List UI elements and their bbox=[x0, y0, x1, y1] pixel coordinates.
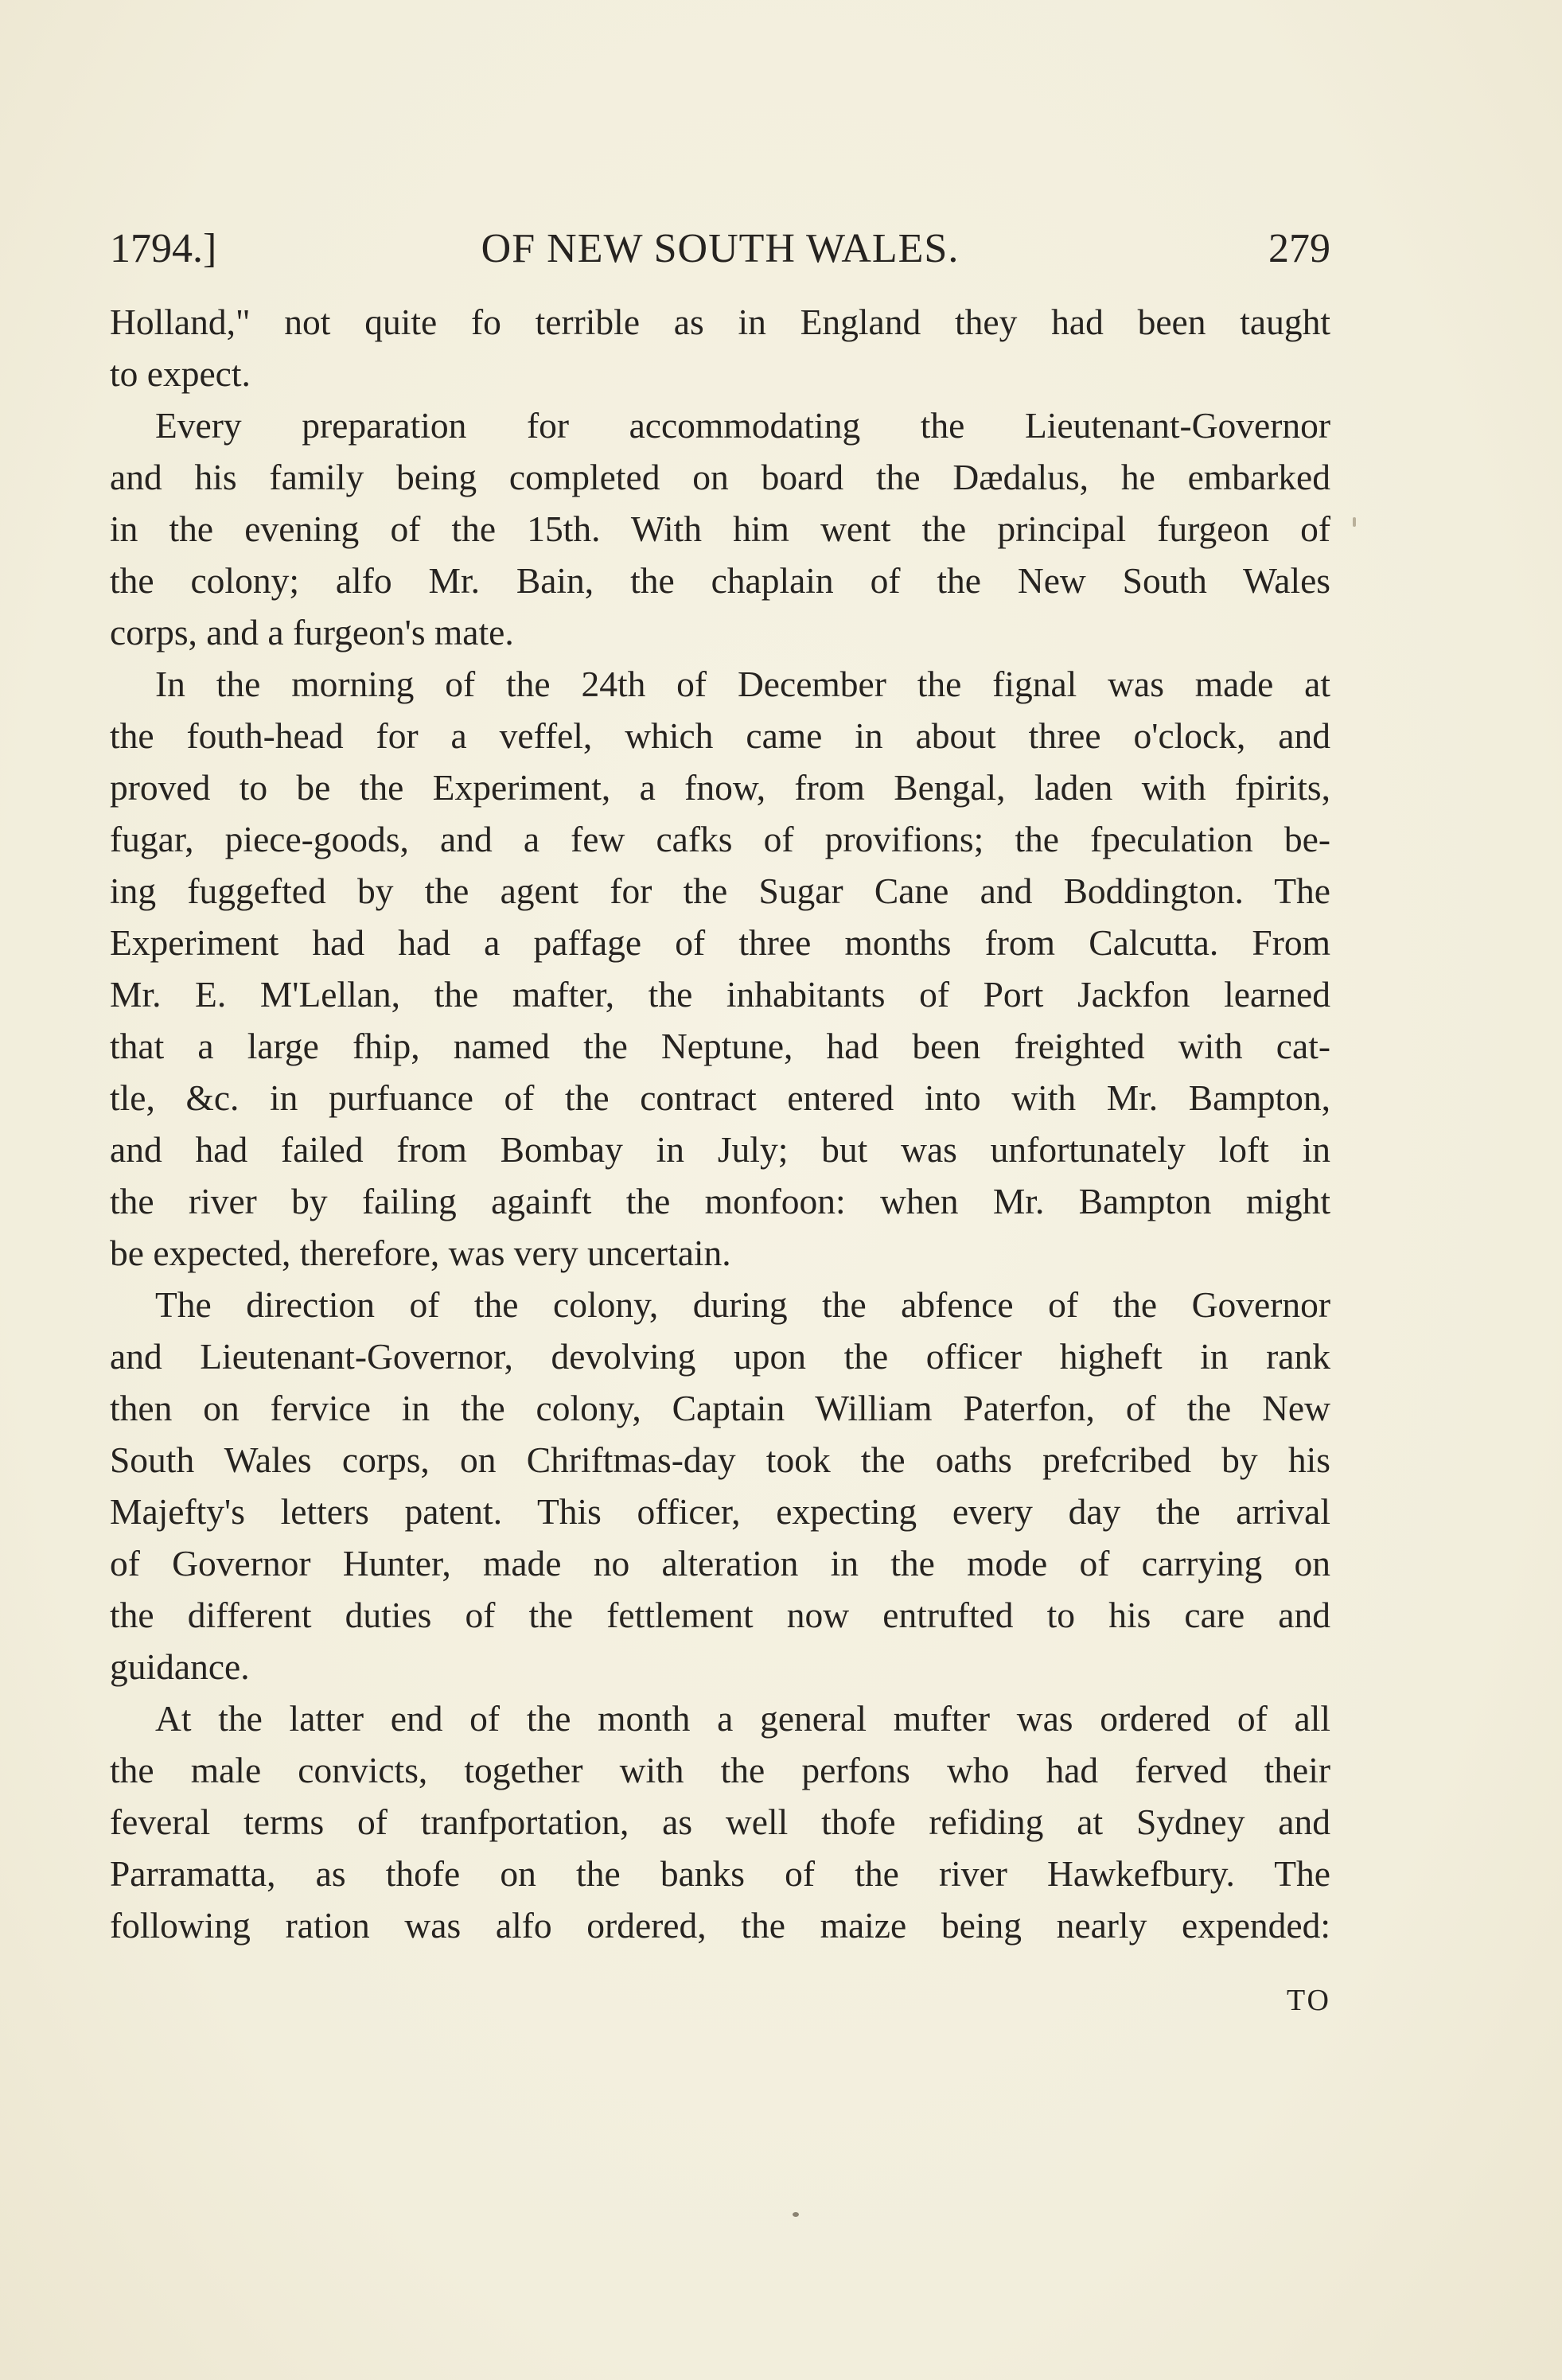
text-line: then on fervice in the colony, Captain William Paterfon, of the New bbox=[110, 1388, 1330, 1428]
text-line: In the morning of the 24th of December the fignal was made at bbox=[155, 664, 1330, 704]
text-line: that a large fhip, named the Neptune, had been freighted with cat- bbox=[110, 1026, 1330, 1066]
text-line: Majefty's letters patent. This officer, expecting every day the arrival bbox=[110, 1491, 1330, 1532]
text-line: Parramatta, as thofe on the banks of the river Hawkefbury. The bbox=[110, 1853, 1330, 1894]
text-line: Experiment had had a paffage of three months from Calcutta. From bbox=[110, 922, 1330, 963]
text-line: Every preparation for accommodating the Lieutenant-Governor bbox=[155, 405, 1330, 446]
paragraph-colony-direction bbox=[110, 1279, 1330, 1692]
paragraph-general-muster bbox=[110, 1692, 1330, 1951]
running-head-title: OF NEW SOUTH WALES. bbox=[481, 226, 960, 271]
text-line: of Governor Hunter, made no alteration in the mode of carrying on bbox=[110, 1543, 1330, 1583]
page-number: 279 bbox=[1268, 226, 1330, 271]
text-line: proved to be the Experiment, a fnow, from Bengal, laden with fpirits, bbox=[110, 767, 1330, 808]
running-head bbox=[110, 221, 1330, 277]
text-line: The direction of the colony, during the abfence of the Governor bbox=[155, 1284, 1330, 1325]
text-line: be expected, therefore, was very uncertain. bbox=[110, 1233, 731, 1273]
text-line: Holland," not quite fo terrible as in England they had been taught bbox=[110, 302, 1330, 342]
paper-speck bbox=[793, 2212, 799, 2217]
text-line: the male convicts, together with the perfons who had ferved their bbox=[110, 1750, 1330, 1790]
text-line: and had failed from Bombay in July; but was unfortunately loft in bbox=[110, 1129, 1330, 1170]
text-line: the colony; alfo Mr. Bain, the chaplain of the New South Wales bbox=[110, 560, 1330, 601]
running-head-year: 1794.] bbox=[110, 226, 217, 271]
paragraph-experiment-arrival bbox=[110, 658, 1330, 1279]
text-line: and Lieutenant-Governor, devolving upon the officer higheft in rank bbox=[110, 1336, 1330, 1377]
text-line: guidance. bbox=[110, 1646, 250, 1687]
body-text bbox=[110, 296, 1330, 1951]
text-line: the river by failing againft the monfoon: when Mr. Bampton might bbox=[110, 1181, 1330, 1221]
text-line: fugar, piece-goods, and a few cafks of provifions; the fpeculation be- bbox=[110, 819, 1330, 859]
paper-speck bbox=[1353, 517, 1356, 527]
text-line: the different duties of the fettlement now entrufted to his care and bbox=[110, 1595, 1330, 1635]
text-line: the fouth-head for a veffel, which came in about three o'clock, and bbox=[110, 715, 1330, 756]
text-line: corps, and a furgeon's mate. bbox=[110, 612, 514, 652]
text-line: South Wales corps, on Chriftmas-day took the oaths prefcribed by his bbox=[110, 1439, 1330, 1480]
text-line: and his family being completed on board the Dædalus, he embarked bbox=[110, 457, 1330, 497]
text-line: to expect. bbox=[110, 353, 251, 394]
text-line: ing fuggefted by the agent for the Sugar Cane and Boddington. The bbox=[110, 871, 1330, 911]
text-line: feveral terms of tranfportation, as well thofe refiding at Sydney and bbox=[110, 1802, 1330, 1842]
text-line: in the evening of the 15th. With him went the principal furgeon of bbox=[110, 508, 1330, 549]
text-line: following ration was alfo ordered, the maize being nearly expended: bbox=[110, 1905, 1330, 1946]
paragraph-holland-continuation bbox=[110, 296, 1330, 399]
text-line: Mr. E. M'Lellan, the mafter, the inhabitants of Port Jackfon learned bbox=[110, 974, 1330, 1015]
paragraph-lieutenant-governor bbox=[110, 399, 1330, 658]
text-line: At the latter end of the month a general mufter was ordered of all bbox=[155, 1698, 1330, 1739]
text-line: tle, &c. in purfuance of the contract entered into with Mr. Bampton, bbox=[110, 1077, 1330, 1118]
catchword: TO bbox=[1287, 1984, 1331, 2017]
